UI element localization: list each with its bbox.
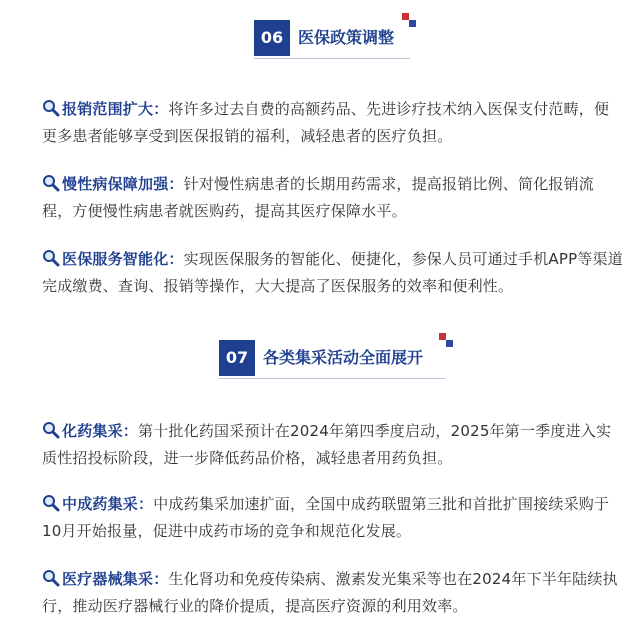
magnifier-icon	[42, 494, 60, 512]
section-header-06	[254, 20, 410, 60]
item-lead: 报销范围扩大：	[62, 100, 169, 118]
list-item	[42, 418, 624, 472]
decor-square-red	[402, 13, 409, 20]
list-item	[42, 491, 624, 545]
item-lead: 化药集采：	[62, 422, 139, 440]
list-item	[42, 96, 624, 150]
section-title: 各类集采活动全面展开	[263, 348, 424, 367]
decor-square-red	[439, 333, 446, 340]
item-text: 将许多过去自费的高额药品、先进诊疗技术纳入医保支付范畴，便更多患者能够享受到医保报销的福利，减轻患者的医疗负担。	[42, 100, 610, 145]
item-text: 中成药集采加速扩面，全国中成药联盟第三批和首批扩围接续采购于10月开始报量，促进中成药市场的竞争和规范化发展。	[42, 495, 610, 540]
magnifier-icon	[42, 99, 60, 117]
item-lead: 中成药集采：	[62, 495, 154, 513]
item-text: 第十批化药国采预计在2024年第四季度启动，2025年第一季度进入实质性招投标阶段，进一步降低药品价格，减轻患者用药负担。	[42, 422, 612, 467]
decor-square-blue	[446, 340, 453, 347]
section-underline	[254, 58, 410, 59]
list-item	[42, 171, 624, 225]
list-item	[42, 246, 624, 300]
magnifier-icon	[42, 174, 60, 192]
magnifier-icon	[42, 421, 60, 439]
item-text: 生化肾功和免疫传染病、激素发光集采等也在2024年下半年陆续执行，推动医疗器械行业的降价提质，提高医疗资源的利用效率。	[42, 570, 618, 615]
item-lead: 医保服务智能化：	[62, 250, 184, 268]
decor-square-blue	[409, 20, 416, 27]
magnifier-icon	[42, 249, 60, 267]
section-title: 医保政策调整	[298, 28, 395, 47]
item-text: 实现医保服务的智能化、便捷化，参保人员可通过手机APP等渠道完成缴费、查询、报销等操作，大大提高了医保服务的效率和便利性。	[42, 250, 623, 295]
section-number: 07	[219, 340, 255, 376]
item-lead: 慢性病保障加强：	[62, 175, 184, 193]
item-lead: 医疗器械集采：	[62, 570, 169, 588]
item-text: 针对慢性病患者的长期用药需求，提高报销比例、简化报销流程，方便慢性病患者就医购药，提高其医疗保障水平。	[42, 175, 595, 220]
magnifier-icon	[42, 569, 60, 587]
section-underline	[219, 378, 445, 379]
section-header-07	[219, 340, 447, 380]
list-item	[42, 566, 624, 620]
section-number: 06	[254, 20, 290, 56]
